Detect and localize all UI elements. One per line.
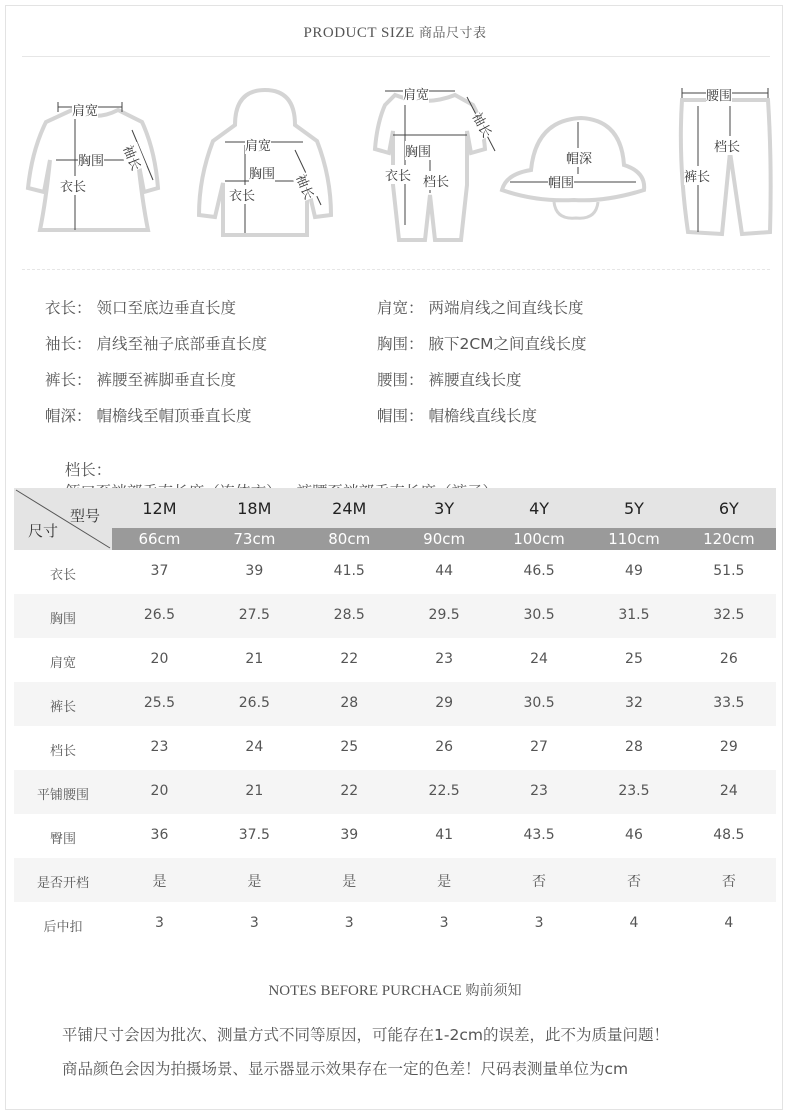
height-header: 73cm — [233, 530, 276, 548]
table-cell: 3 — [534, 915, 544, 931]
table-cell: 29.5 — [428, 607, 460, 623]
definition-item — [377, 404, 537, 426]
page-title — [0, 22, 790, 42]
table-cell: 22 — [340, 651, 359, 667]
table-cell: 20 — [150, 651, 169, 667]
row-label: 胸围 — [49, 612, 76, 627]
table-cell: 39 — [340, 827, 359, 843]
table-cell: 23 — [530, 783, 548, 799]
row-label: 是否开档 — [36, 876, 89, 891]
definition-item — [45, 296, 236, 318]
table-cell: 26 — [719, 651, 738, 667]
table-cell: 36 — [150, 827, 169, 843]
table-cell: 否 — [532, 874, 547, 890]
diagram-romper — [355, 75, 515, 247]
measurement-diagrams — [0, 70, 790, 260]
height-header: 66cm — [138, 530, 181, 548]
definition-item — [45, 332, 267, 354]
table-cell: 41.5 — [333, 563, 365, 579]
definition-term: 帽围： — [377, 407, 424, 425]
label-shoulder: 肩宽 — [72, 100, 98, 119]
title-cn: 商品尺寸表 — [418, 26, 487, 41]
table-cell: 24 — [719, 783, 738, 799]
definition-item — [377, 368, 521, 390]
label-sleeve: 袖长 — [292, 171, 319, 202]
size-header: 4Y — [529, 499, 550, 518]
note-line: 平铺尺寸会因为批次、测量方式不同等原因，可能存在1-2cm的误差，此不为质量问题！ — [62, 1026, 669, 1044]
table-cell: 33.5 — [713, 695, 745, 711]
table-cell: 27 — [530, 739, 548, 755]
hat-outline-icon — [496, 110, 651, 230]
table-cell: 24 — [245, 739, 264, 755]
table-cell: 25.5 — [143, 695, 176, 711]
label-hat-circumference: 帽围 — [548, 172, 574, 191]
table-cell: 46.5 — [523, 563, 555, 579]
row-values — [112, 814, 776, 858]
table-cell: 23 — [150, 739, 169, 755]
size-header-row — [112, 488, 776, 528]
definition-term: 腰围： — [377, 371, 424, 389]
definition-desc: 裤腰至裤脚垂直长度 — [96, 371, 236, 389]
definition-term: 肩宽： — [377, 299, 424, 317]
table-cell: 30.5 — [523, 695, 555, 711]
table-corner-cell — [14, 488, 112, 550]
row-values — [112, 902, 776, 946]
size-header: 24M — [332, 499, 367, 518]
table-cell: 否 — [721, 874, 736, 890]
height-header: 120cm — [703, 530, 755, 548]
row-label: 肩宽 — [49, 656, 76, 671]
row-values — [112, 726, 776, 770]
row-label: 臀围 — [49, 832, 76, 847]
table-cell: 37 — [150, 563, 169, 579]
label-pants-length: 裤长 — [684, 166, 710, 185]
size-header: 12M — [142, 499, 177, 518]
table-cell: 是 — [247, 874, 262, 890]
corner-size-label: 尺寸 — [28, 522, 59, 540]
table-cell: 23.5 — [618, 783, 650, 799]
table-cell: 48.5 — [713, 827, 745, 843]
definition-desc: 肩线至袖子底部垂直长度 — [96, 335, 267, 353]
table-cell: 23 — [435, 651, 454, 667]
size-header: 18M — [237, 499, 272, 518]
table-cell: 28.5 — [333, 607, 365, 623]
size-table — [14, 488, 776, 946]
size-header: 5Y — [623, 499, 644, 518]
diagram-hat — [496, 110, 651, 230]
table-row — [14, 594, 776, 638]
definition-item — [377, 332, 587, 354]
diagram-divider — [22, 269, 770, 270]
row-values — [112, 682, 776, 726]
definition-item — [45, 368, 236, 390]
table-cell: 44 — [435, 563, 454, 579]
table-row — [14, 770, 776, 814]
table-cell: 22 — [340, 783, 359, 799]
table-cell: 是 — [342, 874, 357, 890]
label-chest: 胸围 — [249, 163, 275, 182]
title-divider — [22, 56, 770, 57]
size-header: 6Y — [718, 499, 739, 518]
table-row — [14, 726, 776, 770]
row-label: 平铺腰围 — [36, 788, 89, 803]
height-header: 90cm — [423, 530, 466, 548]
table-cell: 43.5 — [523, 827, 555, 843]
table-cell: 49 — [625, 563, 643, 579]
definition-term: 胸围： — [377, 335, 424, 353]
table-cell: 32 — [625, 695, 643, 711]
row-values — [112, 550, 776, 594]
diagram-pants — [670, 82, 780, 247]
table-row — [14, 902, 776, 946]
definition-desc: 领口至底边垂直长度 — [96, 299, 236, 317]
table-cell: 51.5 — [713, 563, 745, 579]
title-en: PRODUCT SIZE — [303, 25, 415, 41]
table-cell: 是 — [152, 874, 167, 890]
definition-term: 档长： — [64, 461, 112, 479]
table-cell: 3 — [439, 915, 449, 931]
pants-outline-icon — [670, 82, 780, 247]
table-cell: 24 — [530, 651, 548, 667]
table-cell: 是 — [437, 874, 452, 890]
table-cell: 3 — [249, 915, 259, 931]
table-cell: 3 — [344, 915, 354, 931]
table-cell: 22.5 — [428, 783, 460, 799]
label-length: 衣长 — [385, 165, 411, 184]
table-cell: 29 — [435, 695, 454, 711]
label-length: 衣长 — [229, 185, 255, 204]
row-values — [112, 594, 776, 638]
table-cell: 25 — [340, 739, 359, 755]
definition-desc: 帽檐线至帽顶垂直长度 — [96, 407, 252, 425]
definition-term: 袖长： — [45, 335, 92, 353]
row-label: 档长 — [49, 744, 76, 759]
table-cell: 32.5 — [713, 607, 745, 623]
table-cell: 31.5 — [618, 607, 650, 623]
height-header: 100cm — [513, 530, 565, 548]
diagram-top — [20, 80, 170, 245]
definition-term: 帽深： — [45, 407, 92, 425]
label-sleeve: 袖长 — [469, 109, 498, 141]
table-body — [14, 550, 776, 946]
notes-title-cn: 购前须知 — [465, 983, 522, 999]
table-row — [14, 814, 776, 858]
table-cell: 21 — [245, 783, 264, 799]
notes-title-en: NOTES BEFORE PURCHACE — [268, 983, 462, 999]
table-cell: 4 — [724, 915, 734, 931]
label-shoulder: 肩宽 — [245, 135, 271, 154]
height-header: 80cm — [328, 530, 371, 548]
table-cell: 39 — [245, 563, 264, 579]
definition-term: 衣长： — [45, 299, 92, 317]
table-cell: 29 — [719, 739, 738, 755]
table-cell: 46 — [625, 827, 643, 843]
table-cell: 25 — [625, 651, 643, 667]
table-cell: 3 — [154, 915, 164, 931]
definition-desc: 裤腰直线长度 — [428, 371, 522, 389]
table-cell: 20 — [150, 783, 169, 799]
row-label: 裤长 — [49, 700, 76, 715]
table-row — [14, 638, 776, 682]
label-hat-depth: 帽深 — [566, 148, 592, 167]
row-values — [112, 770, 776, 814]
definition-item — [45, 404, 251, 426]
label-shoulder: 肩宽 — [403, 84, 429, 103]
definition-desc: 两端肩线之间直线长度 — [428, 299, 584, 317]
table-cell: 28 — [625, 739, 643, 755]
table-cell: 21 — [245, 651, 264, 667]
label-length: 衣长 — [60, 176, 86, 195]
size-header: 3Y — [434, 499, 455, 518]
definition-desc: 帽檐线直线长度 — [428, 407, 537, 425]
table-row — [14, 858, 776, 902]
note-line: 商品颜色会因为拍摄场景、显示器显示效果存在一定的色差！尺码表测量单位为cm — [62, 1060, 629, 1078]
table-row — [14, 682, 776, 726]
romper-outline-icon — [355, 75, 515, 247]
label-chest: 胸围 — [405, 141, 431, 160]
table-cell: 27.5 — [238, 607, 270, 623]
table-cell: 30.5 — [523, 607, 555, 623]
label-crotch: 档长 — [714, 136, 740, 155]
table-header — [14, 488, 776, 550]
row-label: 后中扣 — [43, 920, 83, 935]
notes-title — [0, 980, 790, 1000]
label-sleeve: 袖长 — [119, 142, 146, 173]
height-header-row — [112, 528, 776, 550]
table-row — [14, 550, 776, 594]
table-cell: 26 — [435, 739, 454, 755]
row-label: 衣长 — [49, 568, 76, 583]
height-header: 110cm — [608, 530, 660, 548]
table-cell: 4 — [629, 915, 639, 931]
label-waist: 腰围 — [706, 85, 732, 104]
row-values — [112, 858, 776, 902]
label-chest: 胸围 — [78, 150, 104, 169]
definition-item — [377, 296, 583, 318]
table-cell: 26.5 — [238, 695, 270, 711]
definition-term: 裤长： — [45, 371, 92, 389]
label-crotch: 档长 — [423, 171, 449, 190]
corner-model-label: 型号 — [70, 507, 101, 525]
row-values — [112, 638, 776, 682]
table-cell: 28 — [340, 695, 359, 711]
table-cell: 26.5 — [143, 607, 176, 623]
diagram-jacket — [185, 85, 345, 245]
table-cell: 否 — [626, 874, 641, 890]
table-cell: 41 — [435, 827, 454, 843]
definition-desc: 腋下2CM之间直线长度 — [428, 335, 587, 353]
table-cell: 37.5 — [238, 827, 270, 843]
